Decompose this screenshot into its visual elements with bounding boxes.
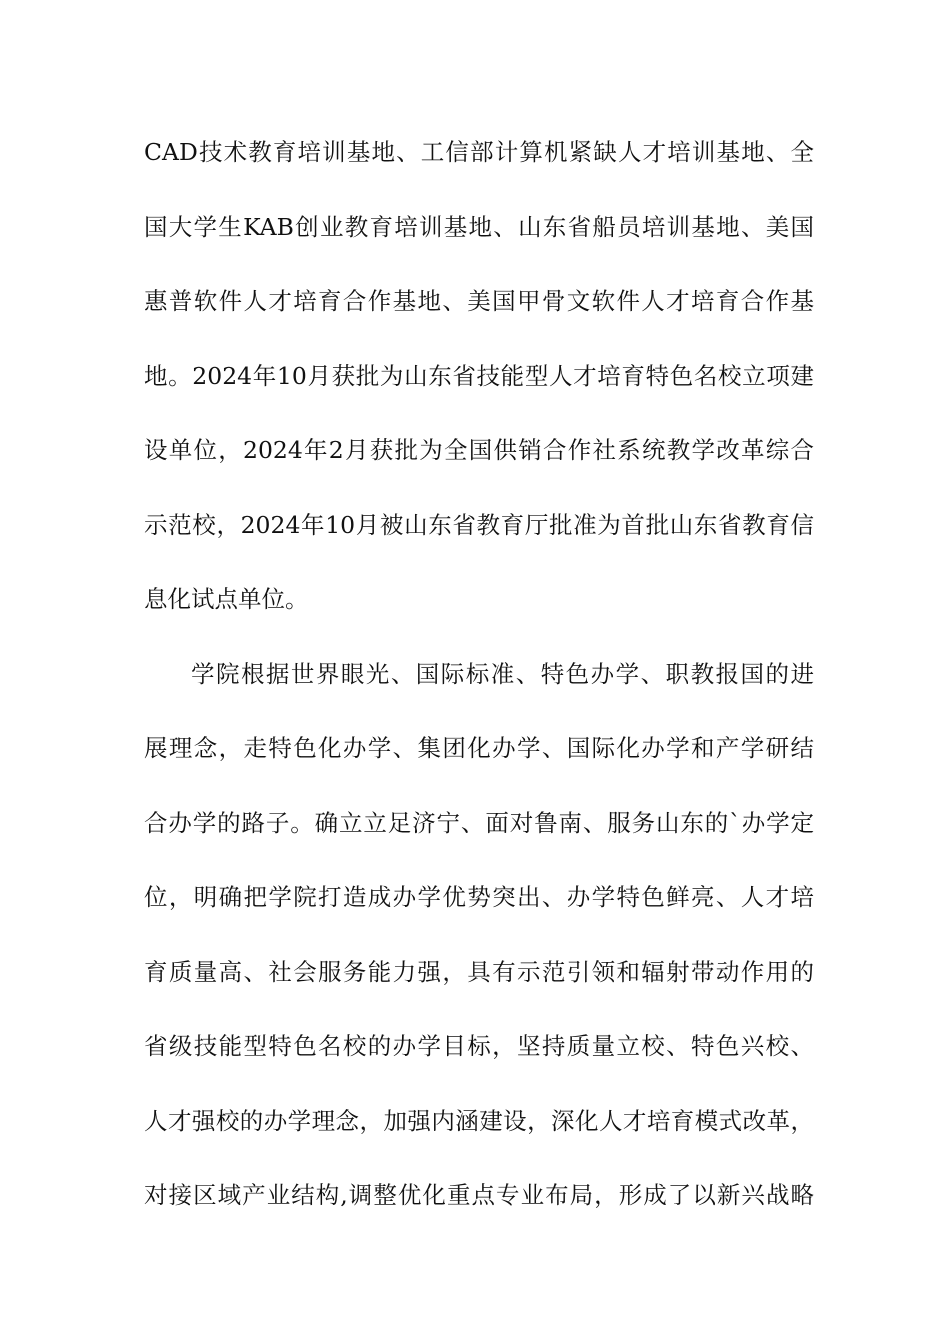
text-line: 育质量高、社会服务能力强，具有示范引领和辐射带动作用的 (144, 957, 814, 986)
text-line: 人才强校的办学理念，加强内涵建设，深化人才培育模式改革， (144, 1106, 814, 1135)
text-line: 国大学生KAB创业教育培训基地、山东省船员培训基地、美国 (144, 212, 814, 241)
text-line: 合办学的路子。确立立足济宁、面对鲁南、服务山东的`办学定 (144, 808, 814, 837)
text-line: 息化试点单位。 (144, 585, 309, 613)
text-line: 展理念，走特色化办学、集团化办学、国际化办学和产学研结 (144, 734, 814, 762)
text-line: 对接区域产业结构,调整优化重点专业布局，形成了以新兴战略 (144, 1181, 814, 1209)
paragraph-2 (144, 654, 814, 1216)
text-line: CAD技术教育培训基地、工信部计算机紧缺人才培训基地、全 (144, 138, 814, 166)
text-line: 设单位，2024年2月获批为全国供销合作社系统教学改革综合 (144, 436, 814, 464)
text-line: 位，明确把学院打造成办学优势突出、办学特色鲜亮、人才培 (144, 883, 814, 911)
text-line: 地。2024年10月获批为山东省技能型人才培育特色名校立项建 (144, 361, 814, 390)
text-line: 示范校，2024年10月被山东省教育厅批准为首批山东省教育信 (144, 510, 814, 539)
text-line: 惠普软件人才培育合作基地、美国甲骨文软件人才培育合作基 (144, 287, 814, 315)
text-line: 学院根据世界眼光、国际标准、特色办学、职教报国的进 (191, 659, 814, 688)
document-body (144, 132, 814, 1250)
text-line: 省级技能型特色名校的办学目标，坚持质量立校、特色兴校、 (144, 1032, 814, 1060)
paragraph-1 (144, 132, 814, 619)
